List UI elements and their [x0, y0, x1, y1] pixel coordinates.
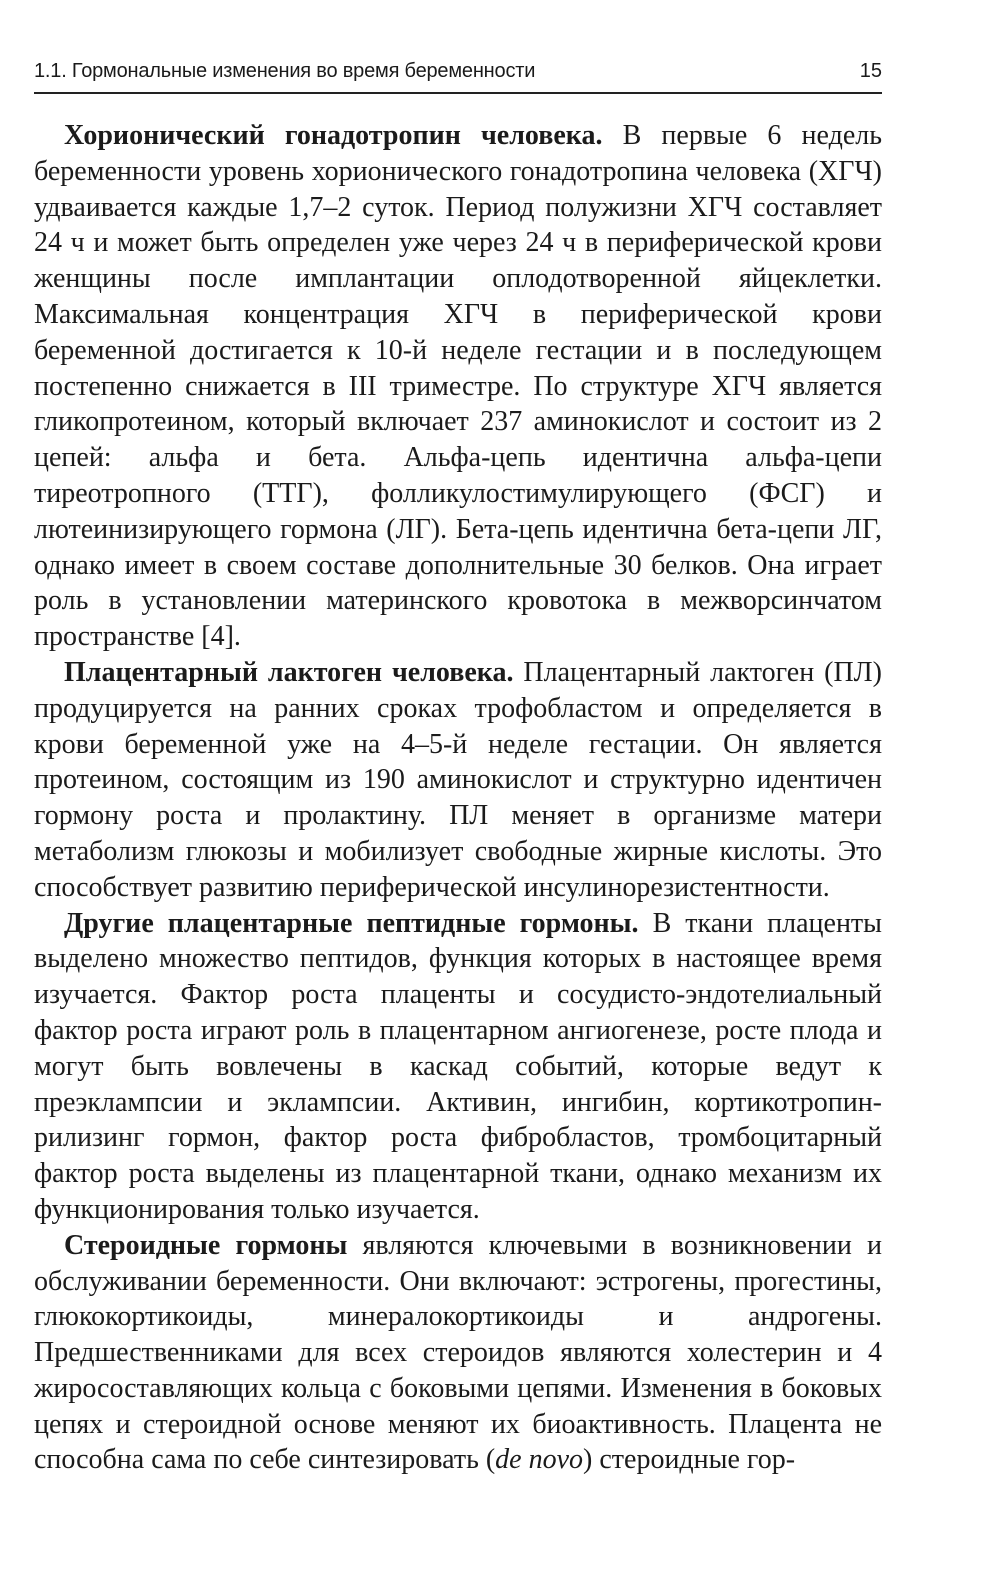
chapter-section-title: 1.1. Гормональные изменения во время беременности	[34, 60, 536, 82]
paragraph-heading: Стероидные гормоны	[64, 1229, 348, 1261]
paragraph-text: являются ключевыми в возникновении и обслуживании беременности. Они включают: эстрогены, прогестины, глюкокортикоиды, минералокортикоиды и андрогены. Предшественниками для всех стероидов являются холестерин и 4 жиросоставляющих кольца с боковыми цепями. Изменения в боковых цепях и стероидной основе меняют их биоактивность. Плацента не способна сама по себе синтезировать (	[34, 1229, 882, 1476]
paragraph-heading: Плацентарный лактоген человека.	[64, 656, 514, 688]
paragraph-other-peptide-hormones	[34, 906, 882, 1228]
page-number: 15	[859, 60, 882, 82]
paragraph-text: Плацентарный лактоген (ПЛ) продуцируется на ранних сроках трофобластом и определяется в крови беременной уже на 4–5-й неделе гестации. Он является протеином, состоящим из 190 аминокислот и структурно идентичен гормону роста и пролактину. ПЛ меняет в организме матери метаболизм глюкозы и мобилизует свободные жирные кислоты. Это способствует развитию периферической инсулинорезистентности.	[34, 656, 882, 903]
running-header	[34, 56, 882, 94]
paragraph-placental-lactogen	[34, 655, 882, 906]
paragraph-text: В ткани плаценты выделено множество пептидов, функция которых в настоящее время изучается. Фактор роста плаценты и сосудисто-эндотелиальный фактор роста играют роль в плацентарном ангиогенезе, росте плода и могут быть вовлечены в каскад событий, которые ведут к преэклампсии и эклампсии. Активин, ингибин, кортикотропин-рилизинг гормон, фактор роста фибробластов, тромбоцитарный фактор роста выделены из плацентарной ткани, однако механизм их функционирования только изучается.	[34, 907, 882, 1225]
body-text	[34, 118, 882, 1478]
paragraph-heading: Хорионический гонадотропин человека.	[64, 120, 603, 151]
paragraph-steroid-hormones	[34, 1228, 882, 1479]
paragraph-hcg	[34, 118, 882, 655]
paragraph-text: В первые 6 недель беременности уровень хорионического гонадотропина человека (ХГЧ) удваивается каждые 1,7–2 суток. Период полужизни ХГЧ составляет 24 ч и может быть определен уже через 24 ч в периферической крови женщины после имплантации оплодотворенной яйцеклетки. Максимальная концентрация ХГЧ в периферической крови беременной достигается к 10-й неделе гестации и в последующем постепенно снижается в III триместре. По структуре ХГЧ является гликопротеином, который включает 237 аминокислот и состоит из 2 цепей: альфа и бета. Альфа-цепь идентична альфа-цепи тиреотропного (ТТГ), фолликулостимулирующего (ФСГ) и лютеинизирующего гормона (ЛГ). Бета-цепь идентична бета-цепи ЛГ, однако имеет в своем составе дополнительные 30 белков. Она играет роль в установлении материнского кровотока в межворсинчатом пространстве [4].	[34, 120, 883, 653]
paragraph-heading: Другие плацентарные пептидные гормоны.	[64, 907, 639, 939]
paragraph-text-tail: ) стероидные гор-	[583, 1444, 796, 1476]
italic-term: de novo	[495, 1444, 584, 1476]
